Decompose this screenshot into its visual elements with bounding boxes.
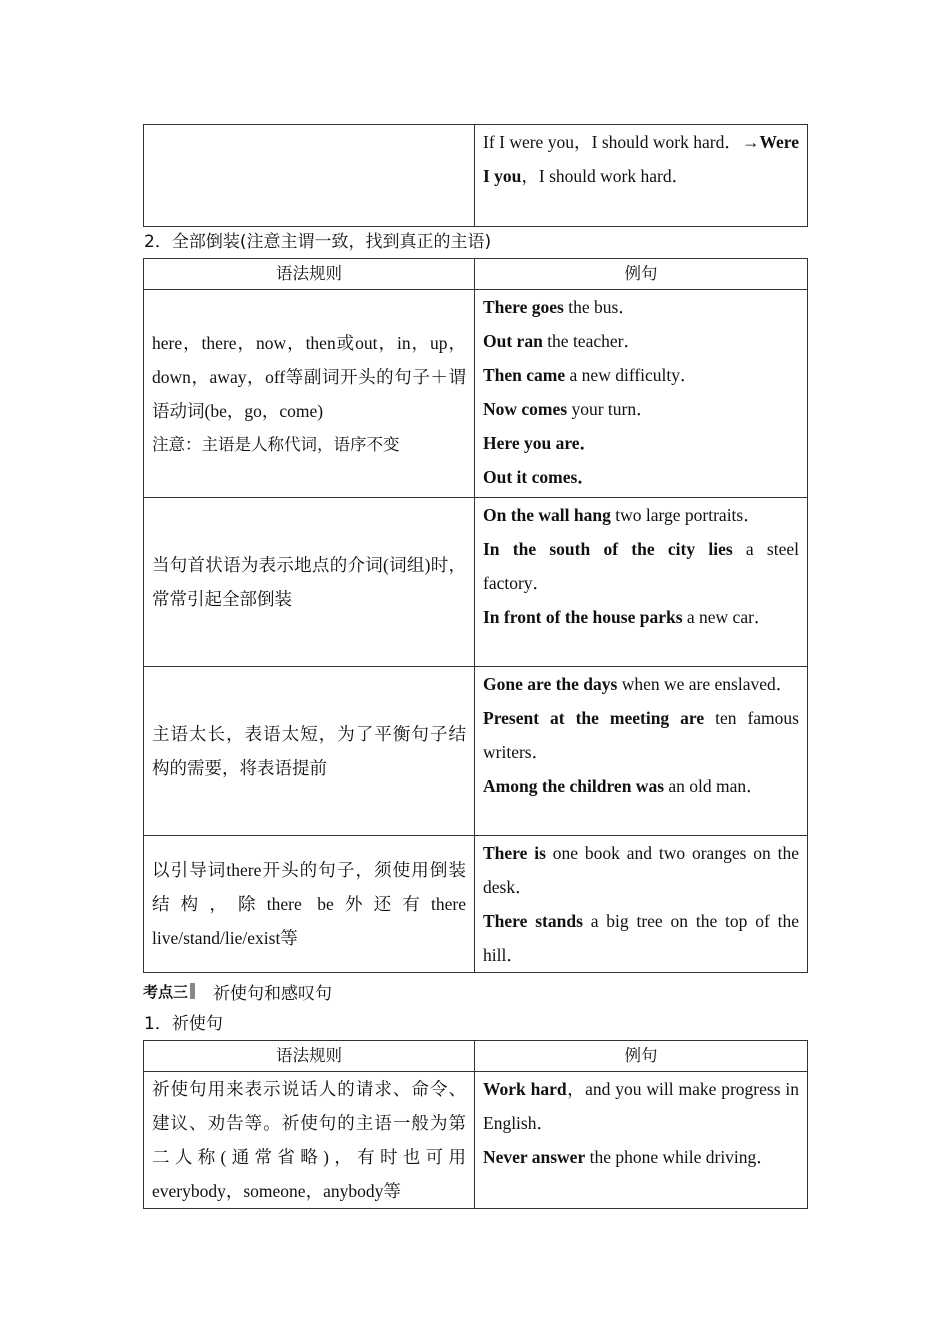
- table-row: [144, 1072, 808, 1209]
- table-row: [144, 498, 808, 667]
- example-bold: Gone are the days: [483, 674, 618, 694]
- example-bold: Among the children was: [483, 776, 665, 796]
- sub-heading: 1．祈使句: [144, 1014, 223, 1034]
- example-rest: one book and two oranges on the desk．: [483, 843, 799, 897]
- column-header-rule: 语法规则: [144, 259, 475, 290]
- rule-cell: [144, 836, 475, 973]
- example-bold: Present at the meeting are: [483, 708, 705, 728]
- example-bold: In the south of the city lies: [483, 539, 733, 559]
- badge-bar-icon: [190, 983, 195, 999]
- example-line: [483, 532, 799, 600]
- example-cell: [475, 498, 808, 667]
- topic-badge: 考点三: [143, 982, 189, 1001]
- table-header-row: [144, 1041, 808, 1072]
- example-bold: On the wall hang: [483, 505, 611, 525]
- example-line: [483, 426, 799, 460]
- example-bold: There stands: [483, 911, 583, 931]
- example-line: [483, 358, 799, 392]
- example-line: [483, 701, 799, 769]
- example-bold: Then came: [483, 365, 566, 385]
- example-rest: the teacher．: [542, 331, 641, 351]
- example-rest: a big tree on the top of the hill．: [483, 911, 799, 965]
- empty-rule-cell: [144, 125, 475, 227]
- example-rest: two large portraits．: [610, 505, 761, 525]
- example-line: [483, 1072, 799, 1140]
- example-bold: In front of the house parks: [483, 607, 683, 627]
- rule-text: 以引导词there开头的句子，须使用倒装结构，除there be外还有there live/stand/lie/exist等: [152, 860, 466, 948]
- imperative-table: [143, 1040, 808, 1209]
- rule-text: 主语太长，表语太短，为了平衡句子结构的需要，将表语提前: [152, 724, 466, 778]
- example-bold: Out ran: [483, 331, 543, 351]
- table-row: [144, 290, 808, 498]
- rule-cell: [144, 498, 475, 667]
- example-line: [483, 904, 799, 972]
- table-row: [144, 836, 808, 973]
- example-bold: There goes: [483, 297, 564, 317]
- example-line: [483, 290, 799, 324]
- full-inversion-table: [143, 258, 808, 973]
- example-line: [483, 498, 799, 532]
- example-cell: [475, 1072, 808, 1209]
- rule-note: 注意：主语是人称代词，语序不变: [152, 434, 400, 454]
- example-text-tail: ，I should work hard．: [521, 166, 690, 186]
- example-cell: [475, 125, 808, 227]
- example-bold: Here you are．: [483, 433, 598, 453]
- rule-cell: [144, 667, 475, 836]
- example-rest: ，and you will make progress in English．: [483, 1079, 799, 1133]
- example-rest: ten famous writers．: [483, 708, 799, 762]
- example-line: [483, 600, 799, 634]
- example-cell: [475, 667, 808, 836]
- example-line: [483, 460, 799, 494]
- continued-table: [143, 124, 808, 227]
- example-line: [483, 324, 799, 358]
- example-rest: a new car．: [682, 607, 772, 627]
- example-cell: [475, 836, 808, 973]
- example-rest: an old man．: [664, 776, 764, 796]
- column-header-example: 例句: [475, 1041, 808, 1072]
- example-bold: Work hard: [483, 1079, 567, 1099]
- example-line: [483, 1140, 799, 1174]
- example-rest: the bus．: [563, 297, 636, 317]
- example-line: [483, 769, 799, 803]
- rule-text: 祈使句用来表示说话人的请求、命令、建议、劝告等。祈使句的主语一般为第二人称(通常省略)，有时也可用everybody，someone，anybody等: [152, 1079, 466, 1201]
- example-bold: There is: [483, 843, 546, 863]
- rule-cell: [144, 1072, 475, 1209]
- example-line: [483, 667, 799, 701]
- table-row: [144, 125, 808, 227]
- example-line: [483, 836, 799, 904]
- example-bold: Never answer: [483, 1147, 586, 1167]
- example-rest: the phone while driving．: [585, 1147, 774, 1167]
- example-bold: Were I you: [483, 132, 799, 186]
- table-row: [144, 667, 808, 836]
- example-rest: your turn．: [567, 399, 654, 419]
- example-line: [483, 392, 799, 426]
- rule-text: 当句首状语为表示地点的介词(词组)时，常常引起全部倒装: [152, 555, 466, 609]
- section-heading: 2．全部倒装(注意主谓一致，找到真正的主语): [144, 232, 492, 252]
- example-bold: Out it comes．: [483, 467, 595, 487]
- example-cell: [475, 290, 808, 498]
- column-header-example: 例句: [475, 259, 808, 290]
- topic-heading: [143, 973, 807, 1009]
- example-bold: Now comes: [483, 399, 568, 419]
- topic-title: 祈使句和感叹句: [213, 983, 333, 1004]
- document-page: [143, 124, 807, 1209]
- column-header-rule: 语法规则: [144, 1041, 475, 1072]
- example-rest: when we are enslaved．: [617, 674, 794, 694]
- table-header-row: [144, 259, 808, 290]
- example-rest: a steel factory．: [483, 539, 799, 593]
- example-rest: a new difficulty．: [565, 365, 698, 385]
- rule-text: here，there，now，then或out，in，up，down，away，off等副词开头的句子＋谓语动词(be，go，come): [152, 332, 466, 421]
- rule-cell: [144, 290, 475, 498]
- example-text-lead: If I were you，I should work hard．→: [483, 132, 760, 152]
